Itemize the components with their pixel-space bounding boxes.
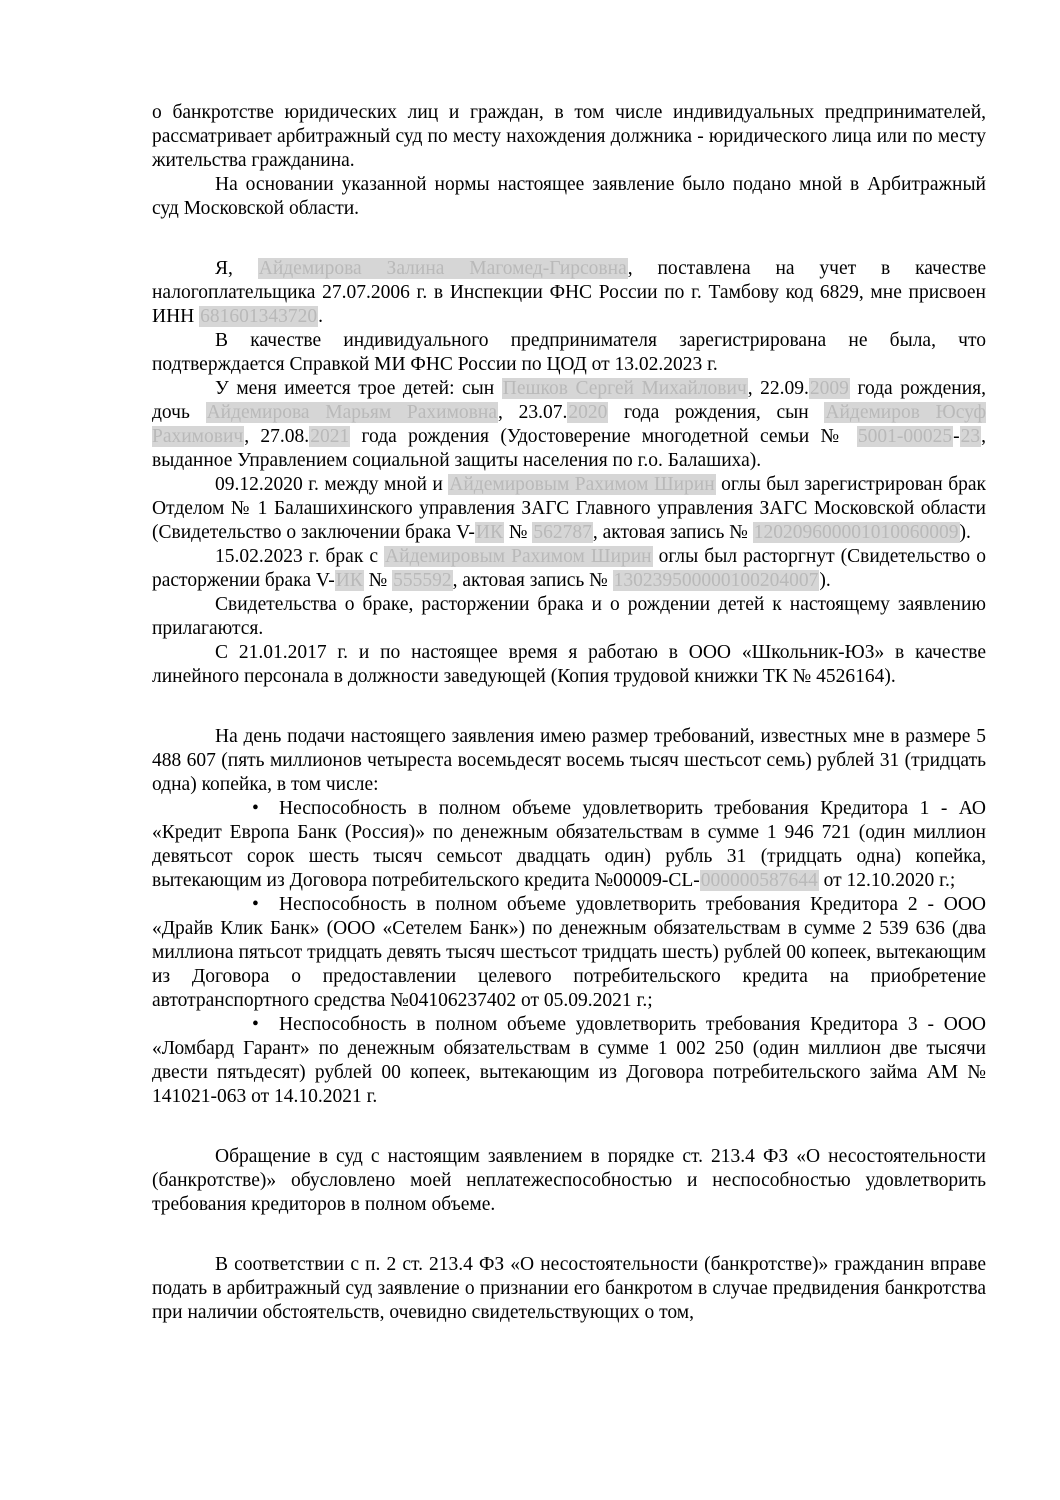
paragraph-not-entrepreneur: В качестве индивидуального предпринимателя зарегистрирована не была, что подтверждается Справкой МИ ФНС России по ЦОД от 13.02.2023 г.	[152, 330, 986, 375]
paragraph-court-appeal: Обращение в суд с настоящим заявлением в порядке ст. 213.4 ФЗ «О несостоятельности (банкротстве)» обусловлено моей неплатежеспособностью и неспособностью удовлетворить требования кредиторов в полном объеме.	[152, 1146, 986, 1215]
text-segment: оглы был зарегистрирован брак Отделом № 1 Балашихинского управления ЗАГС Главного управления ЗАГС Московской области (Свидетельство о заключении брака V-	[152, 474, 987, 543]
paragraph-employment: С 21.01.2017 г. и по настоящее время я работаю в ООО «Школьник-ЮЗ» в качестве линейного персонала в должности заведующей (Копия трудовой книжки ТК № 4526164).	[152, 642, 986, 687]
text-segment: ).	[959, 522, 971, 543]
paragraph-marriage	[152, 473, 986, 545]
text-segment: .	[318, 306, 323, 327]
bullet-icon: •	[252, 894, 259, 915]
bullet-icon: •	[252, 1014, 259, 1035]
redacted-record-number: 120209600001010060009	[753, 522, 959, 543]
text-segment: 09.12.2020 г. между мной и	[215, 474, 449, 495]
redacted-child-name: Пешков Сергей Михайлович	[502, 378, 747, 399]
redacted-certificate-suffix: 23	[960, 426, 981, 447]
text-segment: оглы был расторгнут (Свидетельство о расторжении брака V-	[152, 546, 986, 591]
paragraph-divorce	[152, 545, 986, 593]
redacted-birth-year: 2009	[809, 378, 849, 399]
text-segment: ).	[819, 570, 831, 591]
text-segment: , актовая запись №	[592, 522, 753, 543]
text-segment: года рождения (Удостоверение многодетной семьи №	[350, 426, 857, 447]
document-body	[152, 101, 986, 1325]
redacted-certificate-number: 555592	[393, 570, 452, 591]
text-segment: У меня имеется трое детей: сын	[215, 378, 502, 399]
bullet-icon: •	[252, 798, 259, 819]
list-item-creditor-1	[152, 797, 986, 893]
redacted-certificate-number: 562787	[533, 522, 592, 543]
paragraph-children	[152, 377, 986, 473]
text-segment: -	[953, 426, 960, 447]
redacted-series: ИК	[475, 522, 503, 543]
list-item-creditor-2	[152, 893, 986, 1013]
paragraph-claims-total: На день подачи настоящего заявления имею размер требований, известных мне в размере 5 488 607 (пять миллионов четыреста восемьдесят восемь тысяч шестьсот семь) рублей 31 (тридцать одна) копейка, в том числе:	[152, 726, 986, 795]
redacted-child-name: Айдемиров Юсуф Рахимович	[152, 402, 986, 447]
text-segment: 15.02.2023 г. брак с	[215, 546, 385, 567]
text-segment: №	[503, 522, 533, 543]
redacted-inn: 681601343720	[200, 306, 318, 327]
text-segment: , 22.09.	[747, 378, 809, 399]
redacted-name: Айдемирова Залина Магомед-Гирсовна	[258, 258, 627, 279]
text-segment: от 12.10.2020 г.;	[818, 870, 956, 891]
redacted-birth-year: 2021	[310, 426, 350, 447]
text-segment: Неспособность в полном объеме удовлетворить требования Кредитора 1 - АО «Кредит Европа Банк (Россия)» по денежным обязательствам в сумме 1 946 721 (один миллион девятьсот сорок шесть тысяч семьсот двадцать один) рубль 31 (тридцать одна) копейка, вытекающим из Договора потребительского кредита №00009-CL-	[152, 798, 986, 891]
text-segment: , выданное Управлением социальной защиты населения по г.о. Балашиха).	[152, 426, 987, 471]
redacted-spouse-name: Айдемировым Рахимом Ширин	[449, 474, 715, 495]
redacted-birth-year: 2020	[568, 402, 608, 423]
text-segment: , 27.08.	[244, 426, 310, 447]
text-segment: №	[363, 570, 393, 591]
text-segment: , актовая запись №	[452, 570, 613, 591]
paragraph-certificates-attached: Свидетельства о браке, расторжении брака и о рождении детей к настоящему заявлению прилагаются.	[152, 594, 986, 639]
paragraph-legal-basis: В соответствии с п. 2 ст. 213.4 ФЗ «О несостоятельности (банкротстве)» гражданин вправе подать в арбитражный суд заявление о признании его банкротом в случае предвидения банкротства при наличии обстоятельств, очевидно свидетельствующих о том,	[152, 1254, 986, 1323]
list-item-creditor-3	[152, 1013, 986, 1109]
text-segment: Неспособность в полном объеме удовлетворить требования Кредитора 3 - ООО «Ломбард Гарант» по денежным обязательствам в сумме 1 002 250 (один миллион две тысячи двести пятьдесят) рублей 00 копеек, вытекающим из Договора потребительского займа АМ № 141021-063 от 14.10.2021 г.	[152, 1014, 986, 1107]
redacted-child-name: Айдемирова Марьям Рахимовна	[206, 402, 497, 423]
text-segment: года рождения, сын	[608, 402, 825, 423]
paragraph-filing-basis: На основании указанной нормы настоящее заявление было подано мной в Арбитражный суд Московской области.	[152, 174, 986, 219]
redacted-series: ИК	[335, 570, 363, 591]
text-segment: Я,	[215, 258, 258, 279]
text-segment: Неспособность в полном объеме удовлетворить требования Кредитора 2 - ООО «Драйв Клик Банк» (ООО «Сетелем Банк») по денежным обязательствам в сумме 2 539 636 (два миллиона пятьсот тридцать девять тысяч шестьсот тридцать шесть) рублей 00 копеек, вытекающим из Договора о предоставлении целевого потребительского кредита на приобретение автотранспортного средства №04106237402 от 05.09.2021 г.;	[152, 894, 986, 1011]
paragraph-taxpayer-info	[152, 257, 986, 329]
text-segment: года рождения, дочь	[152, 378, 987, 423]
redacted-spouse-name: Айдемировым Рахимом Ширин	[385, 546, 652, 567]
paragraph-bankruptcy-jurisdiction: о банкротстве юридических лиц и граждан, в том числе индивидуальных предпринимателей, рассматривает арбитражный суд по месту нахождения должника - юридического лица или по месту жительства гражданина.	[152, 102, 986, 171]
redacted-record-number: 130239500000100204007	[613, 570, 819, 591]
text-segment: , 23.07.	[497, 402, 568, 423]
redacted-certificate-number: 5001-00025	[857, 426, 953, 447]
text-segment: , поставлена на учет в качестве налогоплательщика 27.07.2006 г. в Инспекции ФНС России по г. Тамбову код 6829, мне присвоен ИНН	[152, 258, 986, 327]
redacted-contract-number: 000000587644	[700, 870, 818, 891]
